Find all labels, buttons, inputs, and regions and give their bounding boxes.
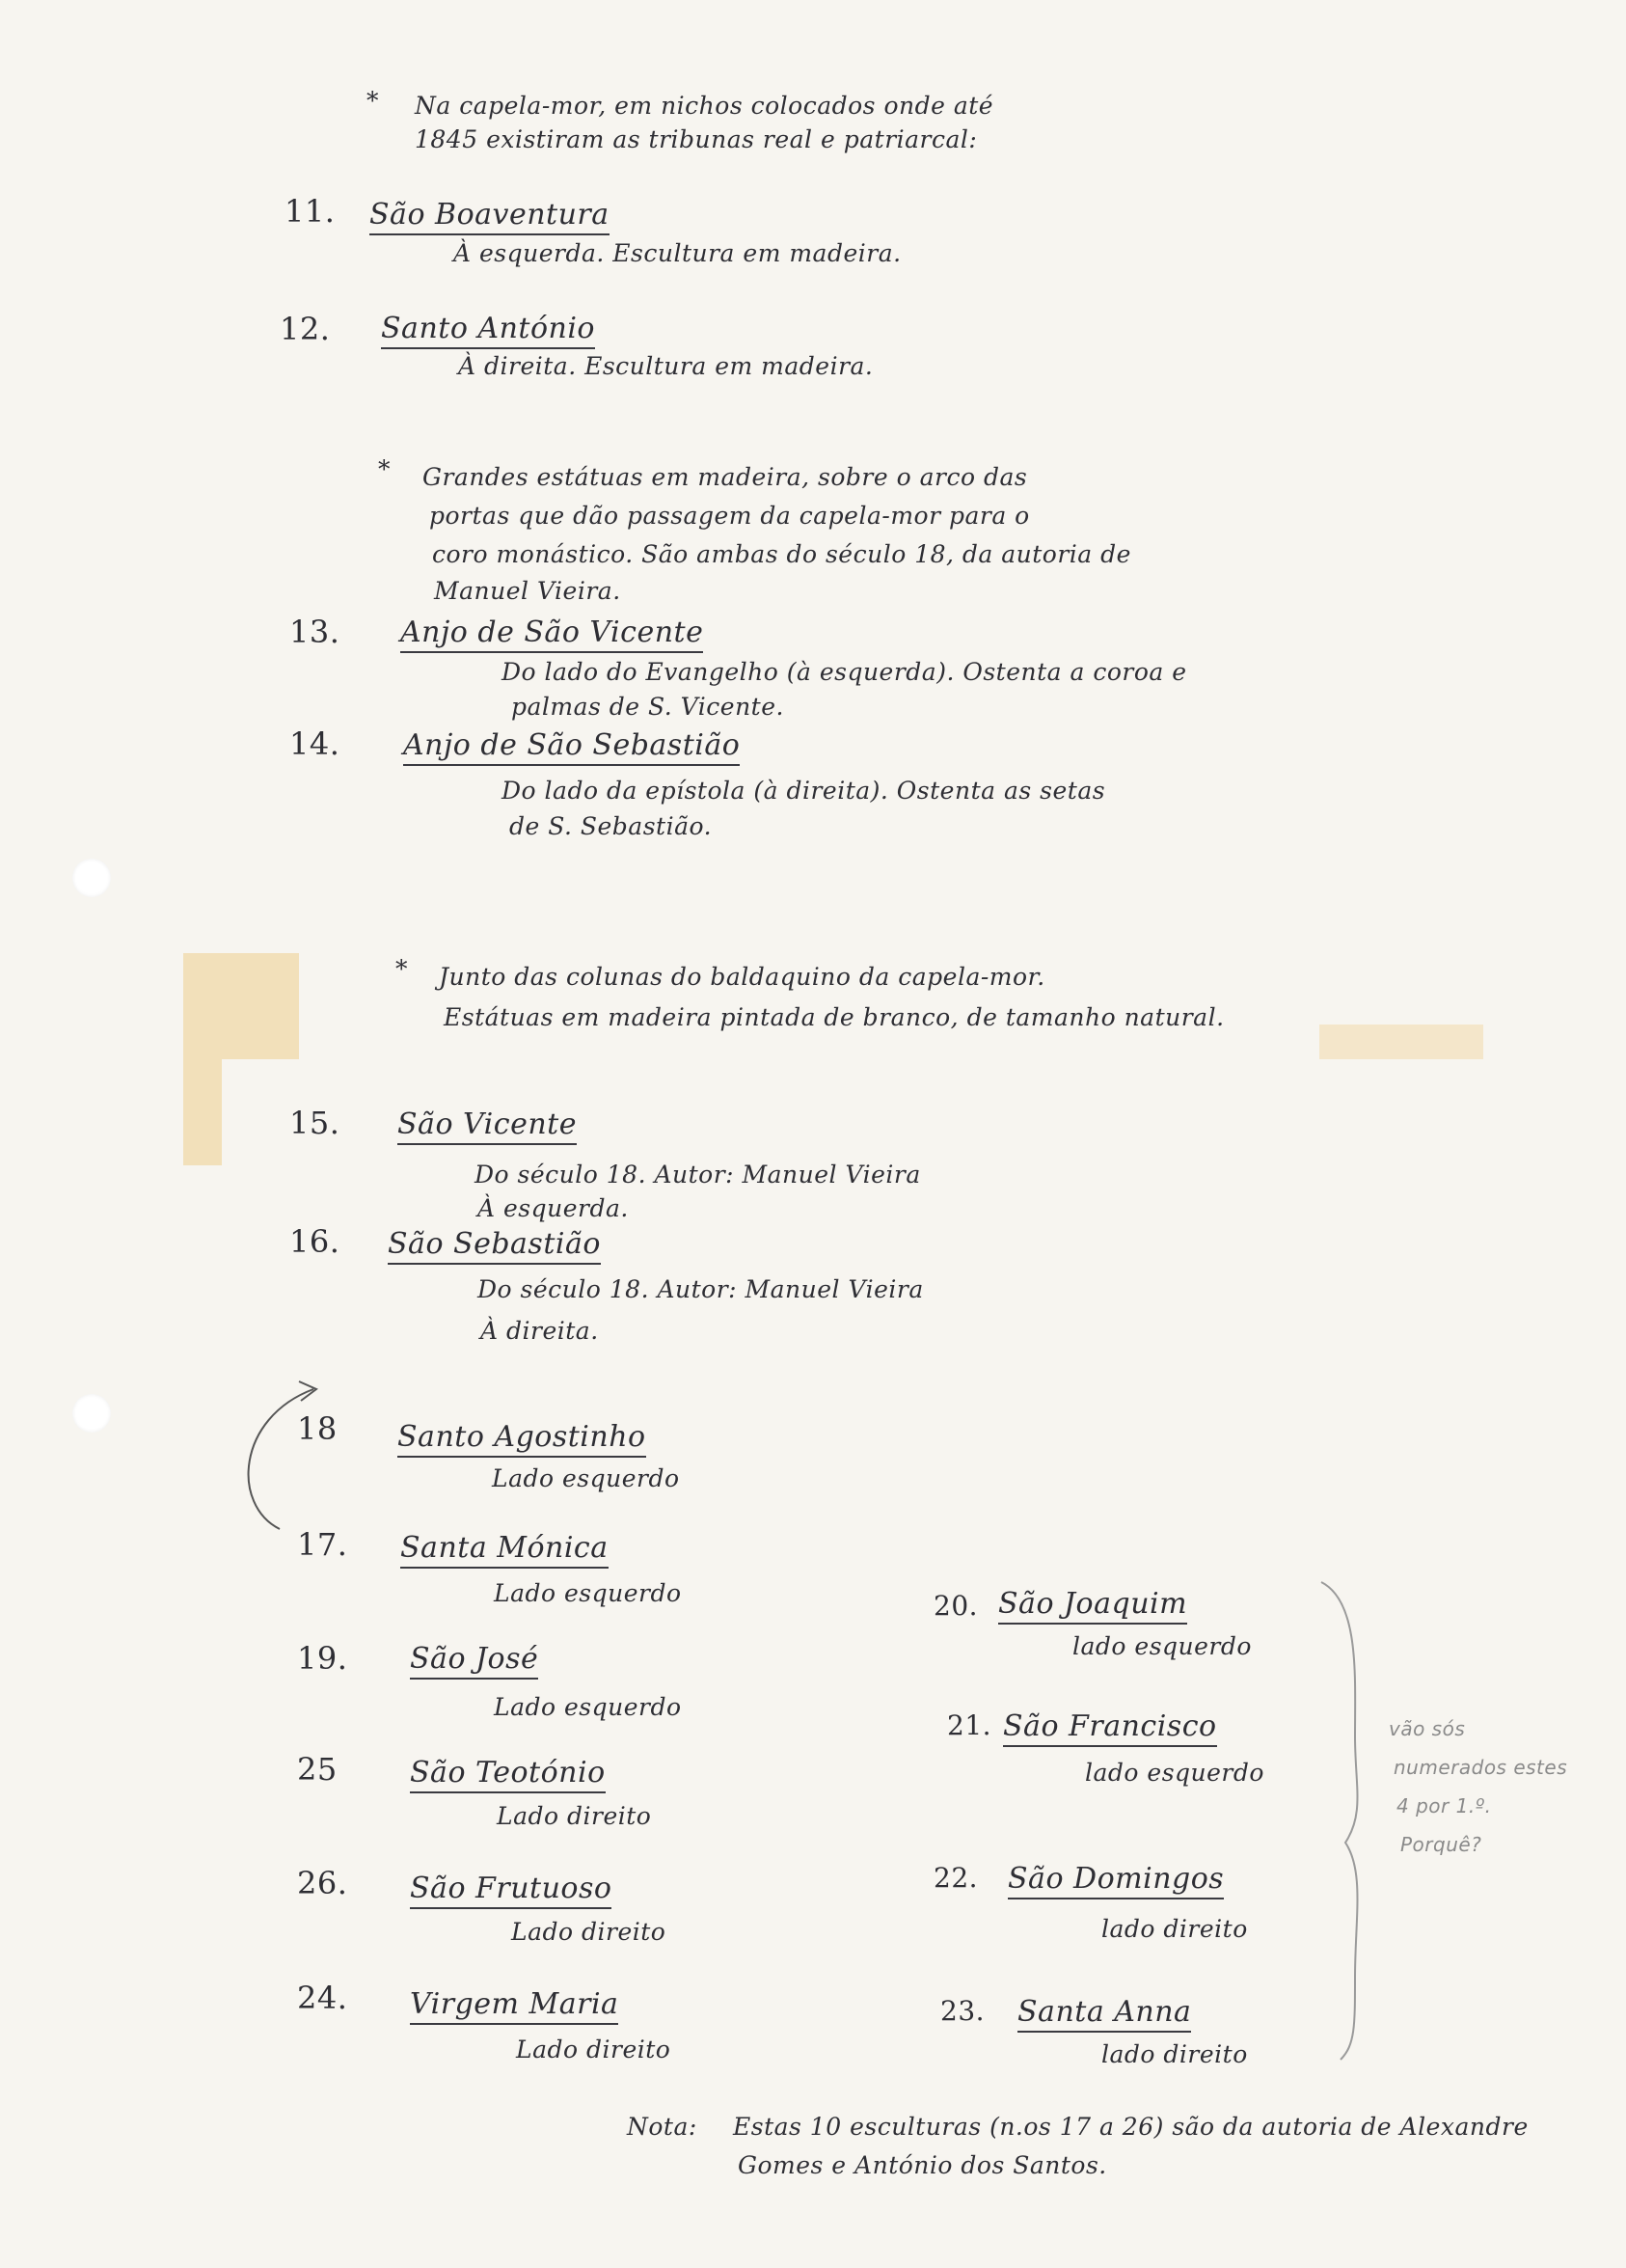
margin-note-line1: vão sós	[1389, 1717, 1466, 1740]
item-14-desc2: de S. Sebastião.	[509, 812, 713, 840]
pencil-brace	[1321, 1582, 1358, 2060]
intro3-mark: *	[395, 955, 408, 983]
item-17-side: Lado esquerdo	[494, 1579, 682, 1607]
item-21-number: 21.	[947, 1709, 992, 1741]
intro3-line2: Estátuas em madeira pintada de branco, de tamanho natural.	[444, 1003, 1225, 1031]
item-17-title: Santa Mónica	[400, 1531, 609, 1569]
item-15-desc1: Do século 18. Autor: Manuel Vieira	[474, 1161, 921, 1189]
item-20-number: 20.	[934, 1590, 979, 1622]
item-16-number: 16.	[289, 1223, 340, 1260]
item-20-side: lado esquerdo	[1072, 1632, 1252, 1660]
item-13-desc2: palmas de S. Vicente.	[511, 693, 784, 721]
item-18-number: 18	[297, 1410, 338, 1447]
item-20-title: São Joaquim	[998, 1587, 1187, 1625]
item-18-side: Lado esquerdo	[492, 1464, 680, 1492]
item-12-number: 12.	[280, 311, 331, 347]
item-12-desc: À direita. Escultura em madeira.	[458, 352, 874, 380]
intro2-line4: Manuel Vieira.	[434, 577, 621, 605]
intro1-line2: 1845 existiram as tribunas real e patriarcal:	[415, 125, 978, 153]
item-14-desc1: Do lado da epístola (à direita). Ostenta as setas	[501, 777, 1106, 805]
item-13-number: 13.	[289, 614, 340, 650]
item-11-title: São Boaventura	[369, 198, 610, 235]
item-17-number: 17.	[297, 1526, 348, 1563]
item-15-desc2: À esquerda.	[477, 1194, 629, 1222]
nota-line1: Estas 10 esculturas (n.os 17 a 26) são da autoria de Alexandre	[733, 2113, 1529, 2141]
item-12-title: Santo António	[381, 312, 595, 349]
item-22-number: 22.	[934, 1862, 979, 1894]
item-22-side: lado direito	[1101, 1915, 1248, 1943]
item-25-side: Lado direito	[497, 1802, 652, 1830]
margin-note-line4: Porquê?	[1400, 1833, 1482, 1856]
item-23-number: 23.	[940, 1995, 986, 2027]
reorder-arrow	[249, 1381, 316, 1529]
item-14-number: 14.	[289, 725, 340, 762]
intro2-mark: *	[378, 455, 391, 483]
item-26-side: Lado direito	[511, 1918, 666, 1946]
item-21-side: lado esquerdo	[1085, 1759, 1264, 1787]
item-19-side: Lado esquerdo	[494, 1693, 682, 1721]
intro2-line3: coro monástico. São ambas do século 18, da autoria de	[432, 540, 1131, 568]
item-18-title: Santo Agostinho	[397, 1420, 646, 1458]
item-24-number: 24.	[297, 1980, 348, 2016]
item-11-desc: À esquerda. Escultura em madeira.	[453, 239, 902, 267]
intro1-mark: *	[366, 87, 379, 115]
intro2-line1: Grandes estátuas em madeira, sobre o arco das	[422, 463, 1028, 491]
margin-note-line2: numerados estes	[1394, 1756, 1568, 1779]
item-24-title: Virgem Maria	[410, 1987, 618, 2025]
item-16-desc1: Do século 18. Autor: Manuel Vieira	[477, 1275, 924, 1303]
intro2-line2: portas que dão passagem da capela-mor para o	[429, 502, 1030, 530]
item-19-title: São José	[410, 1642, 538, 1680]
item-23-title: Santa Anna	[1017, 1995, 1191, 2033]
item-13-title: Anjo de São Vicente	[400, 615, 703, 653]
intro3-line1: Junto das colunas do baldaquino da capela-mor.	[439, 963, 1045, 991]
item-23-side: lado direito	[1101, 2040, 1248, 2068]
item-16-title: São Sebastião	[388, 1227, 601, 1265]
item-25-title: São Teotónio	[410, 1756, 606, 1793]
nota-line2: Gomes e António dos Santos.	[738, 2151, 1107, 2179]
margin-note-line3: 4 por 1.º.	[1396, 1794, 1492, 1817]
item-15-title: São Vicente	[397, 1107, 577, 1145]
intro1-line1: Na capela-mor, em nichos colocados onde até	[415, 92, 994, 120]
item-16-desc2: À direita.	[480, 1317, 599, 1345]
item-11-number: 11.	[285, 193, 336, 230]
item-22-title: São Domingos	[1008, 1862, 1224, 1899]
item-13-desc1: Do lado do Evangelho (à esquerda). Ostenta a coroa e	[501, 658, 1187, 686]
item-14-title: Anjo de São Sebastião	[403, 728, 740, 766]
item-21-title: São Francisco	[1003, 1709, 1217, 1747]
item-25-number: 25	[297, 1751, 338, 1788]
item-19-number: 19.	[297, 1640, 348, 1677]
item-24-side: Lado direito	[516, 2036, 671, 2063]
item-15-number: 15.	[289, 1105, 340, 1141]
nota-label: Nota:	[627, 2113, 697, 2141]
item-26-title: São Frutuoso	[410, 1872, 611, 1909]
item-26-number: 26.	[297, 1865, 348, 1901]
